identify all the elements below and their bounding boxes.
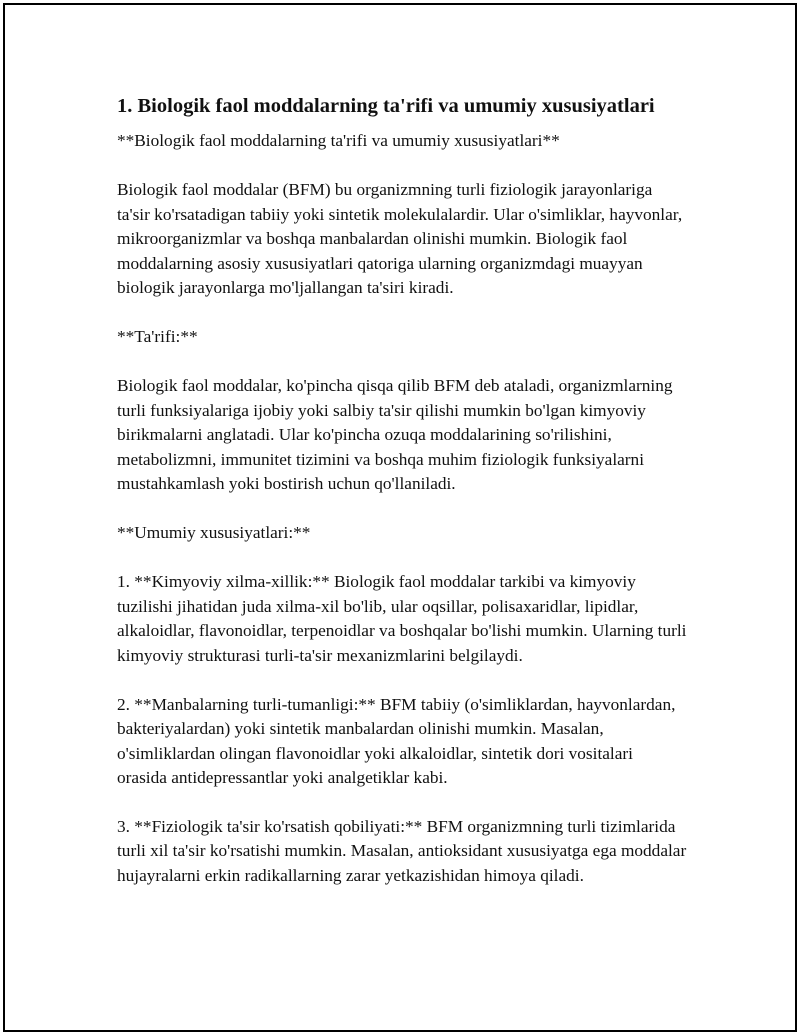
property-item-3: 3. **Fiziologik ta'sir ko'rsatish qobiliyati:** BFM organizmning turli tizimlarida turli xil ta'sir ko'rsatishi mumkin. Masalan, antioksidant xususiyatga ega moddalar hujayralarni erkin radikallarning zarar yetkazishidan himoya qiladi. <box>117 816 687 885</box>
document-body <box>117 93 687 913</box>
property-item-1: 1. **Kimyoviy xilma-xillik:** Biologik faol moddalar tarkibi va kimyoviy tuzilishi jihatidan juda xilma-xil bo'lib, ular oqsillar, polisaxaridlar, lipidlar, alkaloidlar, flavonoidlar, terpenoidlar va boshqalar bo'lishi mumkin. Ularning turli kimyoviy strukturasi turli-ta'sir mexanizmlarini belgilaydi. <box>117 572 687 665</box>
definition-label: **Ta'rifi:** <box>117 327 198 347</box>
section-heading: 1. Biologik faol moddalarning ta'rifi va umumiy xususiyatlari <box>117 95 655 117</box>
definition-paragraph: Biologik faol moddalar, ko'pincha qisqa qilib BFM deb ataladi, organizmlarning turli funksiyalariga ijobiy yoki salbiy ta'sir qilishi mumkin bo'lgan kimyoviy birikmalarni anglatadi. Ular ko'pincha ozuqa moddalarining so'rilishini, metabolizmni, immunitet tizimini va boshqa muhim fiziologik funksiyalarni mustahkamlash yoki bostirish uchun qo'llaniladi. <box>117 376 673 494</box>
bold-title-paragraph: **Biologik faol moddalarning ta'rifi va umumiy xususiyatlari** <box>117 131 560 150</box>
property-item-2: 2. **Manbalarning turli-tumanligi:** BFM tabiiy (o'simliklardan, hayvonlardan, bakteriyalardan) yoki sintetik manbalardan olinishi mumkin. Masalan, o'simliklardan olingan flavonoidlar yoki alkaloidlar, sintetik dori vositalari orasida antidepressantlar yoki analgetiklar kabi. <box>117 694 676 787</box>
intro-paragraph: Biologik faol moddalar (BFM) bu organizmning turli fiziologik jarayonlariga ta'sir ko'rsatadigan tabiiy yoki sintetik molekulalardir. Ular o'simliklar, hayvonlar, mikroorganizmlar va boshqa manbalardan olinishi mumkin. Biologik faol moddalarning asosiy xususiyatlari qatoriga ularning organizmdagi muayyan biologik jarayonlarga mo'ljallangan ta'siri kiradi. <box>117 180 683 298</box>
properties-label: **Umumiy xususiyatlari:** <box>117 523 311 543</box>
